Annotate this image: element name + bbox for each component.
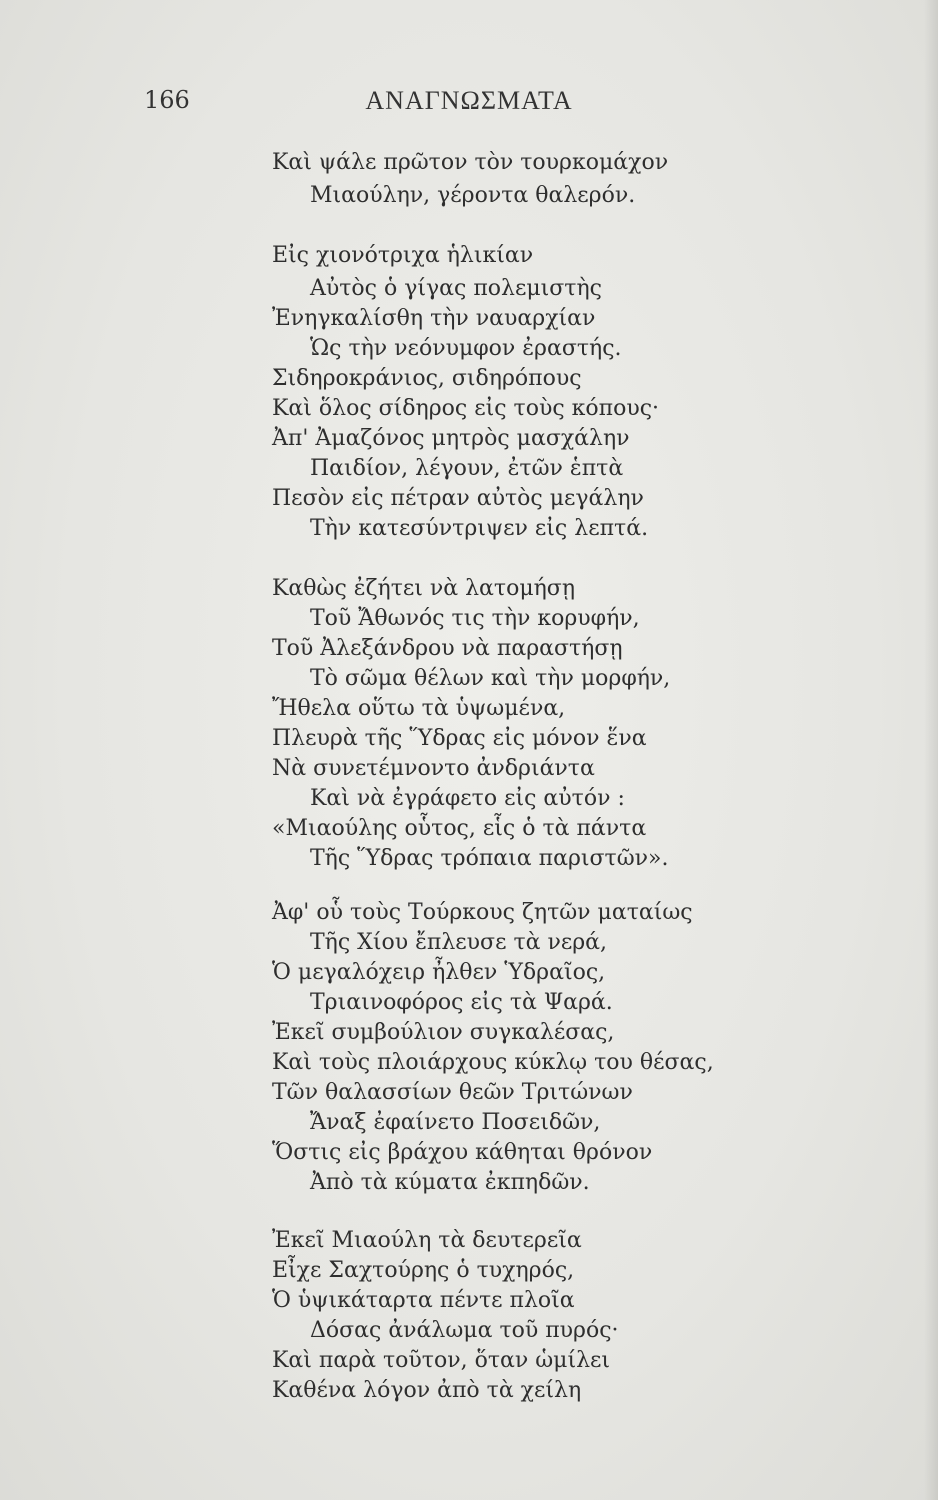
page-edge-shadow (924, 0, 938, 1500)
poem-line: Δόσας ἀνάλωμα τοῦ πυρός· (310, 1318, 619, 1343)
poem-line: Καὶ τοὺς πλοιάρχους κύκλῳ του θέσας, (272, 1050, 714, 1075)
poem-line: Σιδηροκράνιος, σιδηρόπους (272, 366, 582, 391)
poem-line: Πλευρὰ τῆς Ὕδρας εἰς μόνον ἕνα (272, 726, 647, 751)
poem-line: Τῆς Χίου ἔπλευσε τὰ νερά, (310, 930, 608, 955)
poem-line: Ἀπ' Ἀμαζόνος μητρὸς μασχάλην (272, 426, 630, 451)
poem-line: Τῆς Ὕδρας τρόπαια παριστῶν». (310, 846, 669, 871)
poem-line: Εἶχε Σαχτούρης ὁ τυχηρός, (272, 1258, 575, 1283)
poem-line: «Μιαούλης οὗτος, εἷς ὁ τὰ πάντα (272, 816, 647, 841)
poem-line: Καὶ ὅλος σίδηρος εἰς τοὺς κόπους· (272, 396, 660, 421)
poem-line: Ἐνηγκαλίσθη τὴν ναυαρχίαν (272, 306, 596, 331)
poem-line: Παιδίον, λέγουν, ἐτῶν ἑπτὰ (310, 456, 624, 481)
poem-line: Καὶ ψάλε πρῶτον τὸν τουρκομάχον (272, 150, 669, 175)
page-number: 166 (144, 86, 190, 114)
poem-line: Πεσὸν εἰς πέτραν αὐτὸς μεγάλην (272, 486, 644, 511)
poem-line: Καθὼς ἐζήτει νὰ λατομήσῃ (272, 576, 576, 601)
poem-line: Εἰς χιονότριχα ἡλικίαν (272, 243, 534, 268)
poem-line: Ἐκεῖ συμβούλιον συγκαλέσας, (272, 1020, 615, 1045)
poem-line: Καὶ παρὰ τοῦτον, ὅταν ὡμίλει (272, 1348, 611, 1373)
poem-line: Ὅστις εἰς βράχου κάθηται θρόνον (272, 1140, 653, 1165)
poem-line: Τὴν κατεσύντριψεν εἰς λεπτά. (310, 516, 649, 541)
poem-line: Ἀπὸ τὰ κύματα ἐκπηδῶν. (310, 1170, 590, 1195)
poem-line: Καὶ νὰ ἐγράφετο εἰς αὐτόν : (310, 786, 625, 811)
poem-line: Τοῦ Ἄθωνός τις τὴν κορυφήν, (310, 606, 640, 631)
poem-line: Ὡς τὴν νεόνυμφον ἐραστής. (310, 336, 622, 361)
poem-line: Ὁ ὑψικάταρτα πέντε πλοῖα (272, 1288, 575, 1313)
poem-line: Ἄναξ ἐφαίνετο Ποσειδῶν, (310, 1110, 601, 1135)
poem-line: Νὰ συνετέμνοντο ἀνδριάντα (272, 756, 595, 781)
running-head: ΑΝΑΓΝΩΣΜΑΤΑ (365, 86, 573, 115)
poem-line: Μιαούλην, γέροντα θαλερόν. (310, 183, 636, 208)
poem-line: Καθένα λόγον ἀπὸ τὰ χείλη (272, 1378, 582, 1403)
poem-line: Ἀφ' οὗ τοὺς Τούρκους ζητῶν ματαίως (272, 900, 693, 925)
poem-line: Τὸ σῶμα θέλων καὶ τὴν μορφήν, (310, 666, 671, 691)
page-header (0, 86, 938, 126)
poem-line: Ὁ μεγαλόχειρ ἦλθεν Ὑδραῖος, (272, 960, 606, 985)
poem-line: Τοῦ Ἀλεξάνδρου νὰ παραστήσῃ (272, 636, 623, 661)
poem-line: Τῶν θαλασσίων θεῶν Τριτώνων (272, 1080, 633, 1105)
poem-line: Ἐκεῖ Μιαούλη τὰ δευτερεῖα (272, 1228, 582, 1253)
poem-line: Αὐτὸς ὁ γίγας πολεμιστὴς (310, 276, 602, 301)
poem-line: Ἤθελα οὕτω τὰ ὑψωμένα, (272, 696, 566, 721)
poem-line: Τριαινοφόρος εἰς τὰ Ψαρά. (310, 990, 613, 1015)
